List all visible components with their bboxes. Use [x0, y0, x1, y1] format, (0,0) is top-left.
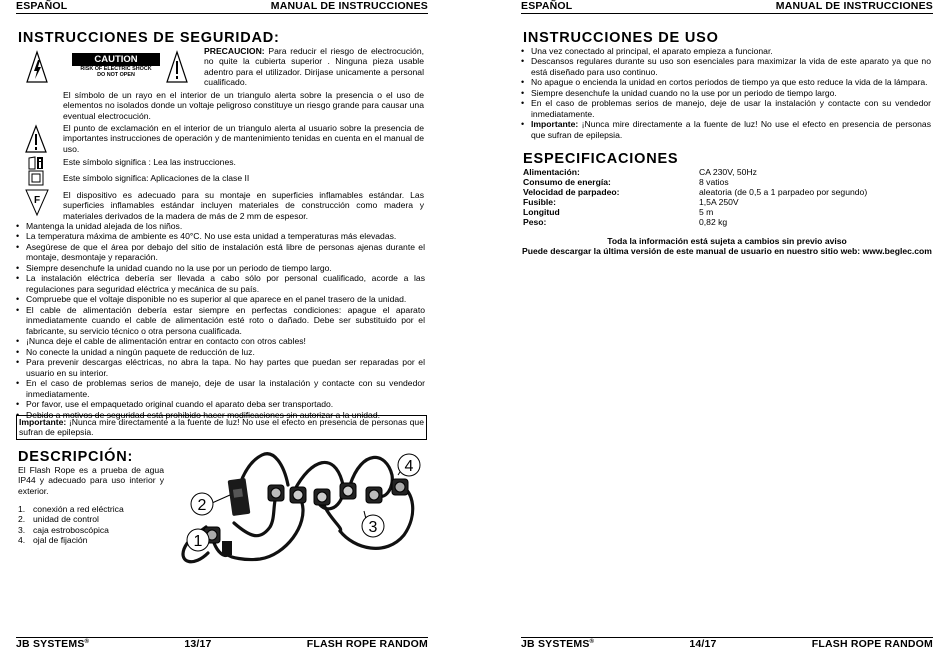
control-unit — [228, 478, 251, 516]
spec-key: Longitud — [523, 206, 560, 217]
header-title: MANUAL DE INSTRUCCIONES — [775, 0, 933, 12]
specs-change-note: Toda la información está sujeta a cambios sin previo aviso — [607, 236, 847, 246]
important-text: ¡Nunca mire directamente a la fuente de luz! No use el efecto en presencia de personas que sufran de epilepsia. — [19, 417, 424, 438]
spec-value: 5 m — [699, 206, 714, 217]
list-item: • El cable de alimentación debería estar siempre en perfectas condiciones: apague el aparato inmediatamente cuando el cable de alimentación esté roto o dañado. Debe ser substituido por el fabricante, su servicio técnico o otra persona cualificada. — [16, 305, 425, 336]
precaution-body: Para reducir el riesgo de electrocución, no quite la cubierta superior . Ninguna pieza usable adentro para el utilizador. Dirijase unicamente a personal cualificado. — [204, 46, 424, 88]
list-item: • Una vez conectado al principal, el aparato empieza a funcionar. — [521, 46, 931, 56]
callout-4 — [398, 454, 420, 476]
precaution-label: PRECAUCION: — [204, 46, 265, 56]
caution-label-graphic — [25, 50, 200, 86]
list-item: • Mantenga la unidad alejada de los niños. — [16, 221, 425, 231]
list-item — [521, 119, 931, 140]
part-label: unidad de control — [33, 514, 99, 525]
spec-value: aleatoria (de 0,5 a 1 parpadeo por segundo) — [699, 186, 868, 197]
class-ii-text: Este símbolo significa: Aplicaciones de la clase II — [63, 173, 250, 183]
list-item — [18, 504, 124, 514]
spec-key: Consumo de energía: — [523, 176, 611, 187]
spec-key: Alimentación: — [523, 167, 580, 177]
right-page — [521, 0, 933, 654]
part-label: conexión a red eléctrica — [33, 504, 124, 514]
list-item: • Siempre desenchufe la unidad cuando no la use por un periodo de tiempo largo. — [521, 88, 931, 98]
footer-product: FLASH ROPE RANDOM — [811, 638, 933, 651]
read-instructions-text: Este símbolo significa : Lea las instrucciones. — [63, 157, 236, 167]
registered-mark: ® — [589, 639, 595, 646]
brand-name: JB SYSTEMS — [16, 638, 85, 651]
callout-number: 4 — [404, 458, 414, 475]
list-item: • Siempre desenchufe la unidad cuando no la use por un periodo de tiempo largo. — [16, 263, 425, 273]
caution-risk-line: RISK OF ELECTRIC SHOCK — [80, 66, 152, 72]
spec-key: Velocidad de parpadeo: — [523, 186, 620, 197]
table-row — [523, 188, 867, 198]
list-item: • La temperatura máxima de ambiente es 40°C. No use esta unidad a temperaturas más elevadas. — [16, 231, 425, 241]
list-item: • La instalación eléctrica debería ser llevada a cabo sólo por personal cualificado, acorde a las regulaciones para seguridad eléctrica y mecánica de su país. — [16, 273, 425, 294]
list-item: • Por favor, use el empaquetado original cuando el aparato deba ser transportado. — [16, 399, 425, 409]
usage-heading: INSTRUCCIONES DE USO — [523, 30, 719, 46]
caution-risk-text — [72, 67, 160, 79]
table-row — [523, 218, 867, 228]
flammable-surface-icon — [25, 189, 49, 219]
part-label: caja estroboscópica — [33, 524, 109, 535]
list-item — [18, 514, 124, 524]
spec-value: 1,5A 250V — [699, 196, 739, 207]
flash-rope-illustration — [164, 445, 426, 570]
caution-donotopen-line: DO NOT OPEN — [97, 71, 135, 78]
important-label: Importante: — [531, 119, 579, 130]
callout-number: 3 — [368, 519, 378, 536]
class-ii-icon — [28, 170, 44, 188]
list-item — [18, 525, 124, 535]
table-row — [523, 198, 867, 208]
list-item: • ¡Nunca deje el cable de alimentación entrar en contacto con otros cables! — [16, 336, 425, 346]
callout-number: 2 — [197, 497, 207, 514]
spec-key: Peso: — [523, 216, 547, 227]
description-text: El Flash Rope es a prueba de agua IP44 y adecuado para uso interior y exterior. — [18, 465, 164, 496]
download-note: Puede descargar la última versión de este manual de usuario en nuestro sitio web: www.beglec.com — [522, 246, 932, 256]
safety-bullet-list — [16, 221, 425, 420]
part-label: ojal de fijación — [33, 535, 88, 546]
header-title: MANUAL DE INSTRUCCIONES — [270, 0, 428, 12]
exclamation-symbol-text: El punto de exclamación en el interior de un triangulo alerta al usuario sobre la presencia de importantes instrucciones de operación y de mantenimiento tenidas en cuenta en el manual de uso. — [63, 123, 424, 154]
mains-plug — [222, 541, 232, 555]
list-item: • En el caso de problemas serios de manejo, deje de usar la instalación y contacte con su vendedor inmediatamente. — [16, 378, 425, 399]
list-item: • Para prevenir descargas eléctricas, no abra la tapa. No hay partes que puedan ser reparadas por el usuario en su interior. — [16, 357, 425, 378]
specs-heading: ESPECIFICACIONES — [523, 151, 679, 167]
spec-key: Fusible: — [523, 196, 556, 207]
spec-value: CA 230V, 50Hz — [699, 167, 757, 177]
important-text: ¡Nunca mire directamente a la fuente de luz! No use el efecto en presencia de personas que sufran de epilepsia. — [531, 119, 931, 140]
callout-3 — [362, 515, 384, 537]
flammable-surface-text: El dispositivo es adecuado para su montaje en superficies inflamables estándar. Las superficies inflamables estándar incluyen materiales de construcción como madera y materiales derivados de la madera de más de 2 mm de espesor. — [63, 190, 424, 221]
description-heading: DESCRIPCIÓN: — [18, 449, 134, 465]
list-item: • No conecte la unidad a ningún paquete de reducción de luz. — [16, 347, 425, 357]
footer-product: FLASH ROPE RANDOM — [306, 638, 428, 651]
f-symbol-letter: F — [33, 195, 41, 206]
header-language: ESPAÑOL — [16, 0, 68, 12]
table-row — [523, 208, 867, 218]
usage-bullet-list — [521, 46, 931, 140]
part-number: 1. — [18, 504, 26, 514]
spec-value: 0,82 kg — [699, 216, 728, 227]
page-footer — [521, 637, 933, 651]
callout-number: 1 — [193, 533, 203, 550]
list-item: • Asegúrese de que el área por debajo del sitio de instalación está libre de personas ajenas durante el montaje, desmontaje y reparación. — [16, 242, 425, 263]
important-label: Importante: — [19, 417, 67, 427]
parts-list — [18, 504, 124, 546]
specs-table — [523, 168, 867, 228]
page-number: 14/17 — [689, 638, 717, 651]
footer-brand — [16, 638, 89, 651]
caution-label-text: CAUTION — [72, 53, 160, 66]
brand-name: JB SYSTEMS — [521, 638, 590, 651]
safety-heading: INSTRUCCIONES DE SEGURIDAD: — [18, 30, 280, 46]
list-item: • No apague o encienda la unidad en cortos periodos de tiempo ya que esto reduce la vida de la lámpara. — [521, 77, 931, 87]
lightning-symbol-text: El símbolo de un rayo en el interior de un triangulo alerta sobre la presencia o el uso de elementos no isolados donde un voltaje peligroso constituye un riesgo grande para causar una eventual electrocución. — [63, 90, 424, 121]
spec-value: 8 vatios — [699, 176, 729, 187]
header-language: ESPAÑOL — [521, 0, 573, 12]
list-item — [18, 535, 124, 545]
registered-mark: ® — [84, 639, 90, 646]
exclamation-icon — [25, 124, 47, 156]
part-number: 4. — [18, 535, 26, 546]
page-header — [521, 0, 933, 14]
callout-1 — [187, 529, 209, 551]
list-item: • En el caso de problemas serios de manejo, deje de usar la instalación y contacte con su vendedor inmediatamente. — [521, 98, 931, 119]
part-number: 2. — [18, 514, 26, 525]
page-number: 13/17 — [184, 638, 212, 651]
precaution-text — [204, 46, 424, 88]
callout-2 — [191, 493, 213, 515]
footer-brand — [521, 638, 594, 651]
list-item: • Descansos regulares durante su uso son esenciales para maximizar la vida de este aparato ya que no está diseñado para uso continuo. — [521, 56, 931, 77]
important-warning-box — [16, 415, 427, 440]
list-item: • Compruebe que el voltaje disponible no es superior al que aparece en el panel trasero de la unidad. — [16, 294, 425, 304]
page-header — [16, 0, 428, 14]
list-item: • Debido a motivos de seguridad está prohibido hacer modificaciones sin autorizar a la unidad. — [16, 410, 425, 420]
part-number: 3. — [18, 524, 26, 535]
page-footer — [16, 637, 428, 651]
left-page — [16, 0, 428, 654]
